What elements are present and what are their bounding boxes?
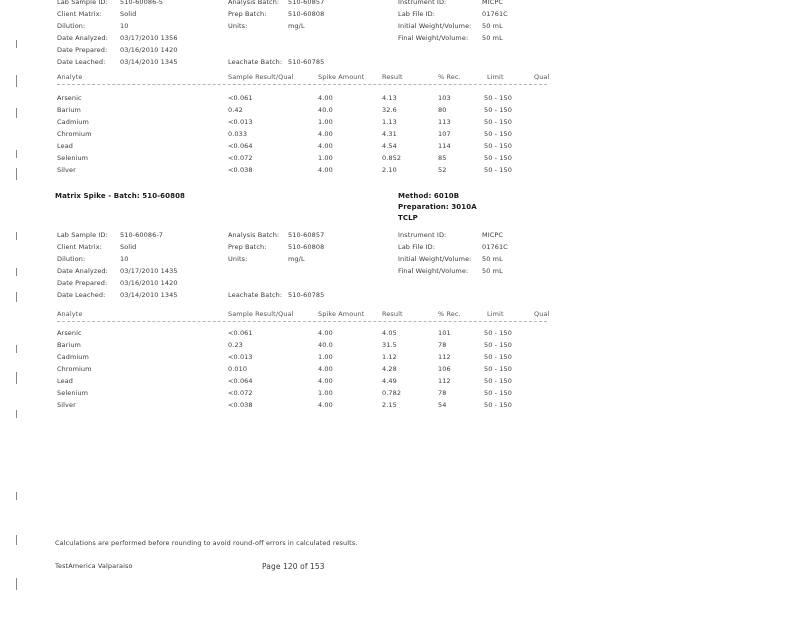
column-header-qual: Qual xyxy=(534,310,550,318)
meta-mid-value: 510-60785 xyxy=(288,58,325,66)
cell-limit: 50 - 150 xyxy=(484,94,512,102)
cell-result: 0.852 xyxy=(382,154,402,162)
cell-limit: 50 - 150 xyxy=(484,389,512,397)
cell-sample: <0.064 xyxy=(228,377,253,385)
cell-result: 4.05 xyxy=(382,329,397,337)
meta-mid-label: Leachate Batch: xyxy=(228,291,283,299)
column-header-rec: % Rec. xyxy=(438,310,461,318)
column-header-analyte: Analyte xyxy=(57,310,83,318)
cell-analyte: Lead xyxy=(57,377,74,385)
cell-rec: 103 xyxy=(438,94,451,102)
cell-spike: 4.00 xyxy=(318,94,333,102)
meta-mid-value: 510-60857 xyxy=(288,231,325,239)
cell-analyte: Cadmium xyxy=(57,353,89,361)
meta-mid-label: Units: xyxy=(228,255,248,263)
cell-analyte: Selenium xyxy=(57,154,89,162)
section-title: Matrix Spike - Batch: 510-60808 xyxy=(55,192,186,200)
cell-sample: 0.010 xyxy=(228,365,248,373)
cell-rec: 101 xyxy=(438,329,451,337)
cell-rec: 112 xyxy=(438,377,451,385)
cell-rec: 106 xyxy=(438,365,451,373)
cell-result: 1.12 xyxy=(382,353,397,361)
meta-label: Lab Sample ID: xyxy=(57,231,108,239)
cell-rec: 78 xyxy=(438,341,447,349)
cell-result: 1.13 xyxy=(382,118,397,126)
header-divider xyxy=(57,321,547,322)
cell-sample: <0.038 xyxy=(228,166,253,174)
cell-result: 4.49 xyxy=(382,377,397,385)
meta-label: Date Leached: xyxy=(57,58,106,66)
cell-rec: 54 xyxy=(438,401,447,409)
cell-result: 4.54 xyxy=(382,142,397,150)
cell-spike: 4.00 xyxy=(318,377,333,385)
cell-limit: 50 - 150 xyxy=(484,106,512,114)
meta-mid-value: 510-60808 xyxy=(288,10,325,18)
meta-right-label: Initial Weight/Volume: xyxy=(398,255,472,263)
margin-tick xyxy=(16,578,17,590)
meta-label: Dilution: xyxy=(57,255,86,263)
cell-sample: <0.013 xyxy=(228,353,253,361)
meta-right-value: 50 mL xyxy=(482,34,503,42)
margin-tick xyxy=(16,292,17,302)
cell-result: 4.13 xyxy=(382,94,397,102)
cell-spike: 4.00 xyxy=(318,142,333,150)
cell-spike: 1.00 xyxy=(318,389,333,397)
cell-spike: 4.00 xyxy=(318,329,333,337)
meta-value: 510-60086-5 xyxy=(120,0,164,6)
margin-tick xyxy=(16,108,17,118)
cell-limit: 50 - 150 xyxy=(484,401,512,409)
meta-right-label: Lab File ID: xyxy=(398,10,436,18)
method-label: Method: 6010B xyxy=(398,192,460,200)
column-header-limit: Limit xyxy=(487,310,504,318)
meta-label: Date Analyzed: xyxy=(57,267,108,275)
cell-spike: 1.00 xyxy=(318,154,333,162)
cell-limit: 50 - 150 xyxy=(484,130,512,138)
margin-tick xyxy=(16,372,17,384)
meta-mid-value: mg/L xyxy=(288,22,305,30)
cell-limit: 50 - 150 xyxy=(484,341,512,349)
column-header-spike: Spike Amount xyxy=(318,310,365,318)
cell-limit: 50 - 150 xyxy=(484,353,512,361)
meta-label: Date Prepared: xyxy=(57,46,108,54)
cell-analyte: Lead xyxy=(57,142,74,150)
cell-spike: 4.00 xyxy=(318,401,333,409)
cell-analyte: Selenium xyxy=(57,389,89,397)
margin-tick xyxy=(16,75,17,87)
meta-right-label: Final Weight/Volume: xyxy=(398,34,469,42)
cell-sample: <0.038 xyxy=(228,401,253,409)
cell-rec: 113 xyxy=(438,118,451,126)
cell-limit: 50 - 150 xyxy=(484,166,512,174)
cell-sample: <0.061 xyxy=(228,329,253,337)
cell-limit: 50 - 150 xyxy=(484,154,512,162)
meta-value: 03/16/2010 1420 xyxy=(120,46,178,54)
meta-label: Client Matrix: xyxy=(57,243,102,251)
meta-right-value: 50 mL xyxy=(482,267,503,275)
cell-spike: 1.00 xyxy=(318,353,333,361)
meta-value: 03/17/2010 1356 xyxy=(120,34,178,42)
cell-rec: 78 xyxy=(438,389,447,397)
cell-result: 31.5 xyxy=(382,341,397,349)
meta-right-label: Lab File ID: xyxy=(398,243,436,251)
cell-analyte: Barium xyxy=(57,341,81,349)
meta-value: Solid xyxy=(120,243,137,251)
meta-label: Date Prepared: xyxy=(57,279,108,287)
meta-mid-value: 510-60785 xyxy=(288,291,325,299)
cell-rec: 114 xyxy=(438,142,451,150)
meta-right-value: 01761C xyxy=(482,10,508,18)
meta-label: Date Leached: xyxy=(57,291,106,299)
meta-label: Lab Sample ID: xyxy=(57,0,108,6)
margin-tick xyxy=(16,492,17,500)
cell-sample: <0.064 xyxy=(228,142,253,150)
meta-value: Solid xyxy=(120,10,137,18)
cell-analyte: Barium xyxy=(57,106,81,114)
header-divider xyxy=(57,84,547,85)
meta-value: 510-60086-7 xyxy=(120,231,164,239)
meta-right-value: 01761C xyxy=(482,243,508,251)
cell-spike: 4.00 xyxy=(318,166,333,174)
column-header-spike: Spike Amount xyxy=(318,73,365,81)
margin-tick xyxy=(16,345,17,353)
cell-sample: <0.072 xyxy=(228,154,253,162)
cell-sample: <0.061 xyxy=(228,94,253,102)
cell-analyte: Silver xyxy=(57,401,76,409)
cell-limit: 50 - 150 xyxy=(484,142,512,150)
cell-limit: 50 - 150 xyxy=(484,365,512,373)
cell-analyte: Chromium xyxy=(57,130,92,138)
meta-label: Client Matrix: xyxy=(57,10,102,18)
cell-limit: 50 - 150 xyxy=(484,118,512,126)
meta-right-value: 50 mL xyxy=(482,22,503,30)
margin-tick xyxy=(16,150,17,158)
margin-tick xyxy=(16,40,17,48)
column-header-sample: Sample Result/Qual xyxy=(228,73,294,81)
cell-analyte: Silver xyxy=(57,166,76,174)
margin-tick xyxy=(16,410,17,418)
cell-result: 4.28 xyxy=(382,365,397,373)
meta-right-value: 50 mL xyxy=(482,255,503,263)
cell-spike: 40.0 xyxy=(318,106,333,114)
meta-mid-label: Units: xyxy=(228,22,248,30)
cell-sample: 0.42 xyxy=(228,106,243,114)
meta-mid-label: Prep Batch: xyxy=(228,243,267,251)
meta-mid-value: 510-60808 xyxy=(288,243,325,251)
cell-result: 0.782 xyxy=(382,389,402,397)
meta-right-label: Instrument ID: xyxy=(398,231,447,239)
cell-rec: 80 xyxy=(438,106,447,114)
company-name: TestAmerica Valparaiso xyxy=(55,562,133,570)
meta-mid-value: mg/L xyxy=(288,255,305,263)
cell-rec: 107 xyxy=(438,130,451,138)
column-header-sample: Sample Result/Qual xyxy=(228,310,294,318)
meta-mid-label: Prep Batch: xyxy=(228,10,267,18)
meta-value: 03/16/2010 1420 xyxy=(120,279,178,287)
column-header-rec: % Rec. xyxy=(438,73,461,81)
cell-spike: 1.00 xyxy=(318,118,333,126)
meta-label: Dilution: xyxy=(57,22,86,30)
cell-analyte: Arsenic xyxy=(57,329,82,337)
meta-mid-label: Analysis Batch: xyxy=(228,231,280,239)
margin-tick xyxy=(16,168,17,180)
cell-result: 4.31 xyxy=(382,130,397,138)
margin-tick xyxy=(16,268,17,276)
meta-value: 10 xyxy=(120,22,129,30)
cell-sample: 0.033 xyxy=(228,130,248,138)
cell-analyte: Arsenic xyxy=(57,94,82,102)
cell-spike: 4.00 xyxy=(318,365,333,373)
meta-value: 03/14/2010 1345 xyxy=(120,58,178,66)
meta-value: 03/17/2010 1435 xyxy=(120,267,178,275)
preparation-label: Preparation: 3010A xyxy=(398,203,477,211)
cell-sample: 0.23 xyxy=(228,341,243,349)
margin-tick xyxy=(16,535,17,545)
cell-analyte: Cadmium xyxy=(57,118,89,126)
meta-right-label: Instrument ID: xyxy=(398,0,447,6)
cell-result: 32.6 xyxy=(382,106,397,114)
cell-sample: <0.013 xyxy=(228,118,253,126)
cell-result: 2.10 xyxy=(382,166,397,174)
page-number: Page 120 of 153 xyxy=(262,562,325,571)
cell-analyte: Chromium xyxy=(57,365,92,373)
meta-mid-label: Leachate Batch: xyxy=(228,58,283,66)
column-header-limit: Limit xyxy=(487,73,504,81)
cell-result: 2.15 xyxy=(382,401,397,409)
cell-rec: 52 xyxy=(438,166,447,174)
calculation-note: Calculations are performed before rounding to avoid round-off errors in calculated results. xyxy=(55,539,358,547)
meta-value: 10 xyxy=(120,255,129,263)
cell-spike: 4.00 xyxy=(318,130,333,138)
tclp-label: TCLP xyxy=(398,214,418,222)
meta-value: 03/14/2010 1345 xyxy=(120,291,178,299)
meta-right-label: Final Weight/Volume: xyxy=(398,267,469,275)
cell-rec: 85 xyxy=(438,154,447,162)
meta-right-value: MICPC xyxy=(482,231,504,239)
column-header-result: Result xyxy=(382,310,403,318)
cell-sample: <0.072 xyxy=(228,389,253,397)
meta-right-value: MICPC xyxy=(482,0,504,6)
margin-tick xyxy=(16,232,17,240)
cell-limit: 50 - 150 xyxy=(484,377,512,385)
column-header-result: Result xyxy=(382,73,403,81)
meta-mid-label: Analysis Batch: xyxy=(228,0,280,6)
meta-mid-value: 510-60857 xyxy=(288,0,325,6)
meta-label: Date Analyzed: xyxy=(57,34,108,42)
cell-spike: 40.0 xyxy=(318,341,333,349)
cell-limit: 50 - 150 xyxy=(484,329,512,337)
column-header-analyte: Analyte xyxy=(57,73,83,81)
meta-right-label: Initial Weight/Volume: xyxy=(398,22,472,30)
cell-rec: 112 xyxy=(438,353,451,361)
column-header-qual: Qual xyxy=(534,73,550,81)
